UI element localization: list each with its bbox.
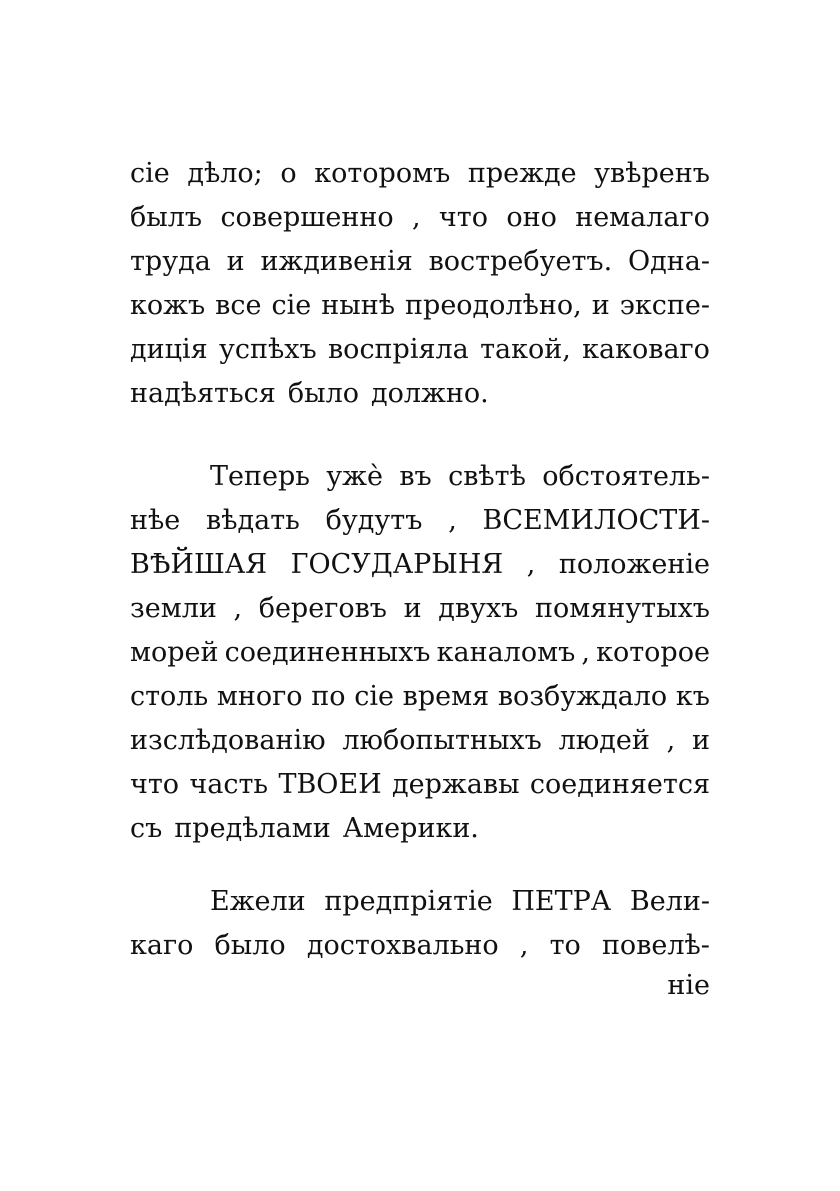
- word: совершенно: [220, 202, 394, 233]
- word: такой,: [480, 334, 571, 365]
- word: положеніе: [558, 549, 710, 580]
- word: державы: [392, 769, 520, 800]
- word: много: [216, 681, 303, 712]
- word: будутъ: [325, 505, 423, 536]
- word: диція: [130, 334, 208, 365]
- word: ВѢЙШАЯ: [130, 549, 268, 580]
- word: каго: [130, 930, 194, 961]
- word: и: [692, 725, 710, 756]
- word: и: [591, 290, 610, 321]
- word: двухъ: [438, 593, 519, 624]
- word: которое: [596, 637, 710, 668]
- word: увѣренъ: [594, 158, 710, 189]
- word: морей: [130, 637, 219, 668]
- text-line: [130, 587, 710, 631]
- word: часть: [189, 769, 269, 800]
- word: ТВОЕИ: [278, 769, 382, 800]
- word: каковаго: [582, 334, 710, 365]
- word: экспе-: [619, 290, 710, 321]
- text-line: [130, 719, 710, 763]
- word: къ: [675, 681, 710, 712]
- text-line: [130, 240, 710, 284]
- word: труда: [130, 246, 211, 277]
- word: ВСЕМИЛОСТИ-: [482, 505, 710, 536]
- word: все: [215, 290, 262, 321]
- word: и: [226, 246, 245, 277]
- word: востребуетъ.: [428, 246, 613, 277]
- text-line: [130, 880, 710, 924]
- word: должно.: [370, 378, 489, 409]
- word: обстоятель-: [542, 461, 710, 492]
- text-line: [130, 499, 710, 543]
- word: дѣло;: [187, 158, 263, 189]
- word: по: [311, 681, 346, 712]
- text-line: [130, 284, 710, 328]
- word: время: [402, 681, 490, 712]
- word: нѣе: [130, 505, 181, 536]
- word: земли: [130, 593, 217, 624]
- word: воспріяла: [327, 334, 469, 365]
- word: Америки.: [342, 813, 479, 844]
- word: ,: [448, 505, 457, 536]
- word: было: [214, 930, 286, 961]
- word: сіе: [130, 158, 170, 189]
- word: и: [403, 593, 422, 624]
- word: ,: [233, 593, 243, 624]
- word: въ: [399, 461, 432, 492]
- word: столь: [130, 681, 209, 712]
- word: ,: [519, 930, 529, 961]
- word: береговъ: [258, 593, 387, 624]
- paragraph-1: [130, 152, 710, 416]
- word: было: [287, 378, 359, 409]
- word: которомъ: [314, 158, 451, 189]
- text-line: [130, 807, 710, 851]
- word: повелѣ-: [601, 930, 710, 961]
- word: ,: [666, 725, 676, 756]
- word: то: [549, 930, 581, 961]
- word: о: [280, 158, 297, 189]
- word: ГОСУДАРЫНЯ: [290, 549, 504, 580]
- word: иждивенія: [260, 246, 413, 277]
- word: предпріятіе: [324, 886, 493, 917]
- word: изслѣдованію: [130, 725, 326, 756]
- paragraph-3: [130, 880, 710, 968]
- text-line: [130, 152, 710, 196]
- word: надѣяться: [130, 378, 276, 409]
- word: предѣлами: [174, 813, 331, 844]
- word: Теперь: [210, 461, 310, 492]
- word: ,: [526, 549, 536, 580]
- word: каналомъ: [436, 637, 576, 668]
- word: Ежели: [210, 886, 306, 917]
- word: свѣтѣ: [448, 461, 526, 492]
- word: успѣхъ: [218, 334, 317, 365]
- text-line: [130, 675, 710, 719]
- word: сіе: [271, 290, 312, 321]
- text-line: [130, 328, 710, 372]
- word: преодолѣно,: [405, 290, 582, 321]
- word: что: [438, 202, 488, 233]
- word: людей: [558, 725, 650, 756]
- word: кожъ: [130, 290, 206, 321]
- word: достохвально: [306, 930, 499, 961]
- text-line: [130, 924, 710, 968]
- text-line: [130, 372, 710, 416]
- word: что: [130, 769, 180, 800]
- word: Вели-: [629, 886, 710, 917]
- word: ,: [581, 637, 590, 668]
- word: ужѐ: [326, 461, 383, 492]
- word: возбуждало: [497, 681, 668, 712]
- text-line: [130, 543, 710, 587]
- word: соединяется: [529, 769, 710, 800]
- word: соединенныхъ: [224, 637, 431, 668]
- text-line: [130, 455, 710, 499]
- word: оно: [506, 202, 557, 233]
- word: Одна-: [628, 246, 710, 277]
- word: нынѣ: [321, 290, 396, 321]
- word: вѣдать: [206, 505, 300, 536]
- word: былъ: [130, 202, 203, 233]
- word: ,: [411, 202, 421, 233]
- text-line: [130, 196, 710, 240]
- word: ПЕТРА: [511, 886, 612, 917]
- word: прежде: [467, 158, 577, 189]
- word: любопытныхъ: [342, 725, 542, 756]
- word: немалаго: [575, 202, 710, 233]
- text-line: [130, 631, 710, 675]
- catchword: ніе: [667, 970, 710, 1001]
- word: помянутыхъ: [534, 593, 710, 624]
- text-line: [130, 763, 710, 807]
- paragraph-2: [130, 455, 710, 851]
- word: сіе: [354, 681, 394, 712]
- word: съ: [130, 813, 163, 844]
